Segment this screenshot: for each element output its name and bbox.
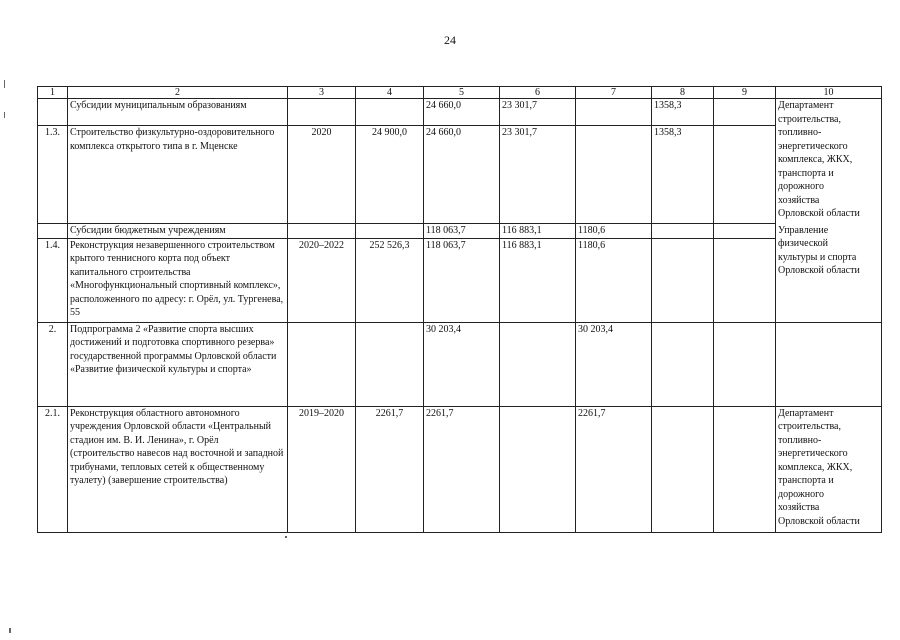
- row-number-cell: 2.1.: [38, 406, 68, 532]
- responsible-cell: Департамент строительства, топливно- энергетического комплекса, ЖКХ, транспорта и дорожного хозяйства Орловской области: [776, 406, 882, 532]
- value-cell: [714, 224, 776, 239]
- row-number-cell: 1.3.: [38, 126, 68, 224]
- cost-cell: [356, 99, 424, 126]
- row-name-cell: Субсидии бюджетным учреждениям: [68, 224, 288, 239]
- value-cell: [652, 406, 714, 532]
- header-cell: 10: [776, 87, 882, 99]
- value-cell: [714, 406, 776, 532]
- value-cell: 2261,7: [424, 406, 500, 532]
- value-cell: 24 660,0: [424, 126, 500, 224]
- value-cell: 116 883,1: [500, 238, 576, 322]
- value-cell: [500, 406, 576, 532]
- value-cell: [714, 322, 776, 406]
- value-cell: 24 660,0: [424, 99, 500, 126]
- row-name-cell: Субсидии муниципальным образованиям: [68, 99, 288, 126]
- value-cell: [652, 322, 714, 406]
- value-cell: 118 063,7: [424, 224, 500, 239]
- value-cell: [576, 126, 652, 224]
- row-name-cell: Реконструкция незавершенного строительством крытого теннисного корта под объект капитального строительства «Многофункциональный спортивный комплекс», расположенного по адресу: г. Орёл, ул. Тургенева, 55: [68, 238, 288, 322]
- value-cell: [576, 99, 652, 126]
- row-number-cell: 1.4.: [38, 238, 68, 322]
- table-row: [38, 322, 882, 406]
- cost-cell: [356, 224, 424, 239]
- header-cell: 6: [500, 87, 576, 99]
- value-cell: 23 301,7: [500, 126, 576, 224]
- value-cell: 1358,3: [652, 99, 714, 126]
- value-cell: 2261,7: [576, 406, 652, 532]
- value-cell: 1180,6: [576, 238, 652, 322]
- year-cell: [288, 99, 356, 126]
- header-cell: 8: [652, 87, 714, 99]
- header-cell: 4: [356, 87, 424, 99]
- value-cell: [714, 126, 776, 224]
- value-cell: 1180,6: [576, 224, 652, 239]
- value-cell: 30 203,4: [576, 322, 652, 406]
- year-cell: 2020–2022: [288, 238, 356, 322]
- header-cell: 5: [424, 87, 500, 99]
- value-cell: 30 203,4: [424, 322, 500, 406]
- cost-cell: 24 900,0: [356, 126, 424, 224]
- table-row: [38, 238, 882, 322]
- row-name-cell: Реконструкция областного автономного учреждения Орловской области «Центральный стадион им. В. И. Ленина», г. Орёл (строительство навесов над восточной и западной трибунами, тепловых сетей к общественному туалету) (завершение строительства): [68, 406, 288, 532]
- year-cell: [288, 224, 356, 239]
- responsible-cell: [776, 322, 882, 406]
- scan-mark: [4, 80, 5, 88]
- year-cell: 2019–2020: [288, 406, 356, 532]
- table-row: [38, 99, 882, 126]
- header-cell: 2: [68, 87, 288, 99]
- header-cell: 9: [714, 87, 776, 99]
- value-cell: 116 883,1: [500, 224, 576, 239]
- responsible-cell: Управление физической культуры и спорта Орловской области: [776, 224, 882, 323]
- scan-mark: [285, 536, 287, 538]
- header-cell: 7: [576, 87, 652, 99]
- header-row: [38, 87, 882, 99]
- value-cell: [652, 238, 714, 322]
- value-cell: [714, 238, 776, 322]
- value-cell: [500, 322, 576, 406]
- row-name-cell: Подпрограмма 2 «Развитие спорта высших достижений и подготовка спортивного резерва» государственной программы Орловской области «Развитие физической культуры и спорта»: [68, 322, 288, 406]
- responsible-cell: Департамент строительства, топливно- энергетического комплекса, ЖКХ, транспорта и дорожного хозяйства Орловской области: [776, 99, 882, 224]
- value-cell: [652, 224, 714, 239]
- table-row: [38, 406, 882, 532]
- table-row: [38, 126, 882, 224]
- year-cell: 2020: [288, 126, 356, 224]
- value-cell: 23 301,7: [500, 99, 576, 126]
- value-cell: 1358,3: [652, 126, 714, 224]
- row-name-cell: Строительство физкультурно-оздоровительного комплекса открытого типа в г. Мценске: [68, 126, 288, 224]
- row-number-cell: [38, 99, 68, 126]
- table-row: [38, 224, 882, 239]
- cost-cell: [356, 322, 424, 406]
- program-table: [37, 86, 882, 533]
- cost-cell: 252 526,3: [356, 238, 424, 322]
- row-number-cell: [38, 224, 68, 239]
- row-number-cell: 2.: [38, 322, 68, 406]
- header-cell: 3: [288, 87, 356, 99]
- scan-mark: [9, 628, 11, 633]
- value-cell: [714, 99, 776, 126]
- value-cell: 118 063,7: [424, 238, 500, 322]
- year-cell: [288, 322, 356, 406]
- cost-cell: 2261,7: [356, 406, 424, 532]
- page-number: 24: [444, 33, 456, 47]
- header-cell: 1: [38, 87, 68, 99]
- scan-mark: [4, 112, 5, 118]
